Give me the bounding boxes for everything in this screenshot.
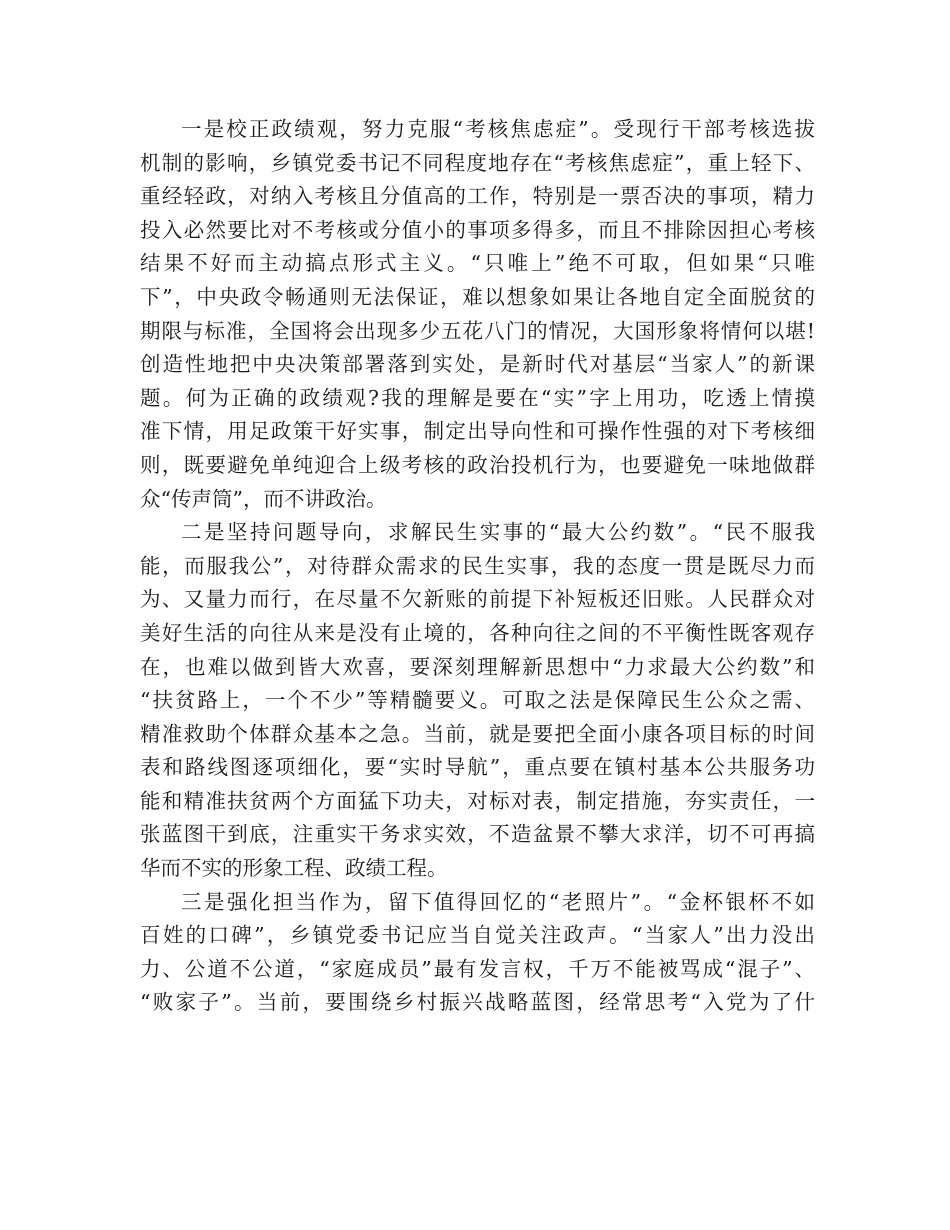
document-body — [140, 113, 815, 1020]
paragraph-3-line-3: 力、公道不公道，“家庭成员”最有发言权，千万不能被骂成“混子”、 — [140, 956, 815, 981]
paragraph-2-line-5: 在，也难以做到皆大欢喜，要深刻理解新思想中“力求最大公约数”和 — [140, 654, 815, 679]
paragraph-1-line-3: 重经轻政，对纳入考核且分值高的工作，特别是一票否决的事项，精力 — [140, 184, 815, 209]
paragraph-2-line-6: “扶贫路上，一个不少”等精髓要义。可取之法是保障民生公众之需、 — [140, 688, 815, 713]
paragraph-2-line-9: 能和精准扶贫两个方面猛下功夫，对标对表，制定措施，夯实责任，一 — [140, 788, 815, 813]
paragraph-3-line-2: 百姓的口碑”，乡镇党委书记应当自觉关注政声。“当家人”出力没出 — [140, 923, 815, 948]
paragraph-1-line-8: 创造性地把中央决策部署落到实处，是新时代对基层“当家人”的新课 — [140, 352, 815, 377]
paragraph-1-line-4: 投入必然要比对不考核或分值小的事项多得多，而且不排除因担心考核 — [140, 217, 815, 242]
paragraph-2-line-1: 二是坚持问题导向，求解民生实事的“最大公约数”。“民不服我 — [181, 520, 815, 545]
paragraph-1-line-11: 则，既要避免单纯迎合上级考核的政治投机行为，也要避免一味地做群 — [140, 452, 815, 477]
paragraph-1-line-9: 题。何为正确的政绩观?我的理解是要在“实”字上用功，吃透上情摸 — [140, 385, 815, 410]
paragraph-1-line-7: 期限与标准，全国将会出现多少五花八门的情况，大国形象将情何以堪! — [140, 318, 815, 343]
paragraph-2-line-3: 为、又量力而行，在尽量不欠新账的前提下补短板还旧账。人民群众对 — [140, 587, 815, 612]
paragraph-2-line-8: 表和路线图逐项细化，要“实时导航”，重点要在镇村基本公共服务功 — [140, 755, 815, 780]
paragraph-3-line-1: 三是强化担当作为，留下值得回忆的“老照片”。“金杯银杯不如 — [181, 889, 815, 914]
paragraph-2-line-2: 能，而服我公”，对待群众需求的民生实事，我的态度一贯是既尽力而 — [140, 553, 815, 578]
paragraph-1-line-12: 众“传声筒”，而不讲政治。 — [140, 486, 387, 511]
paragraph-1-line-2: 机制的影响，乡镇党委书记不同程度地存在“考核焦虑症”，重上轻下、 — [140, 150, 815, 175]
paragraph-2-line-7: 精准救助个体群众基本之急。当前，就是要把全面小康各项目标的时间 — [140, 721, 815, 746]
paragraph-1-line-6: 下”，中央政令畅通则无法保证，难以想象如果让各地自定全面脱贫的 — [140, 284, 815, 309]
paragraph-3-line-4: “败家子”。当前，要围绕乡村振兴战略蓝图，经常思考“入党为了什 — [140, 990, 815, 1015]
paragraph-1-line-1: 一是校正政绩观，努力克服“考核焦虑症”。受现行干部考核选拔 — [181, 117, 815, 141]
paragraph-1-line-5: 结果不好而主动搞点形式主义。“只唯上”绝不可取，但如果“只唯 — [140, 251, 815, 276]
paragraph-1-line-10: 准下情，用足政策干好实事，制定出导向性和可操作性强的对下考核细 — [140, 419, 815, 444]
paragraph-2-line-11: 华而不实的形象工程、政绩工程。 — [140, 856, 448, 881]
paragraph-2-line-4: 美好生活的向往从来是没有止境的，各种向往之间的不平衡性既客观存 — [140, 620, 815, 645]
paragraph-2-line-10: 张蓝图干到底，注重实干务求实效，不造盆景不攀大求洋，切不可再搞 — [140, 822, 815, 847]
